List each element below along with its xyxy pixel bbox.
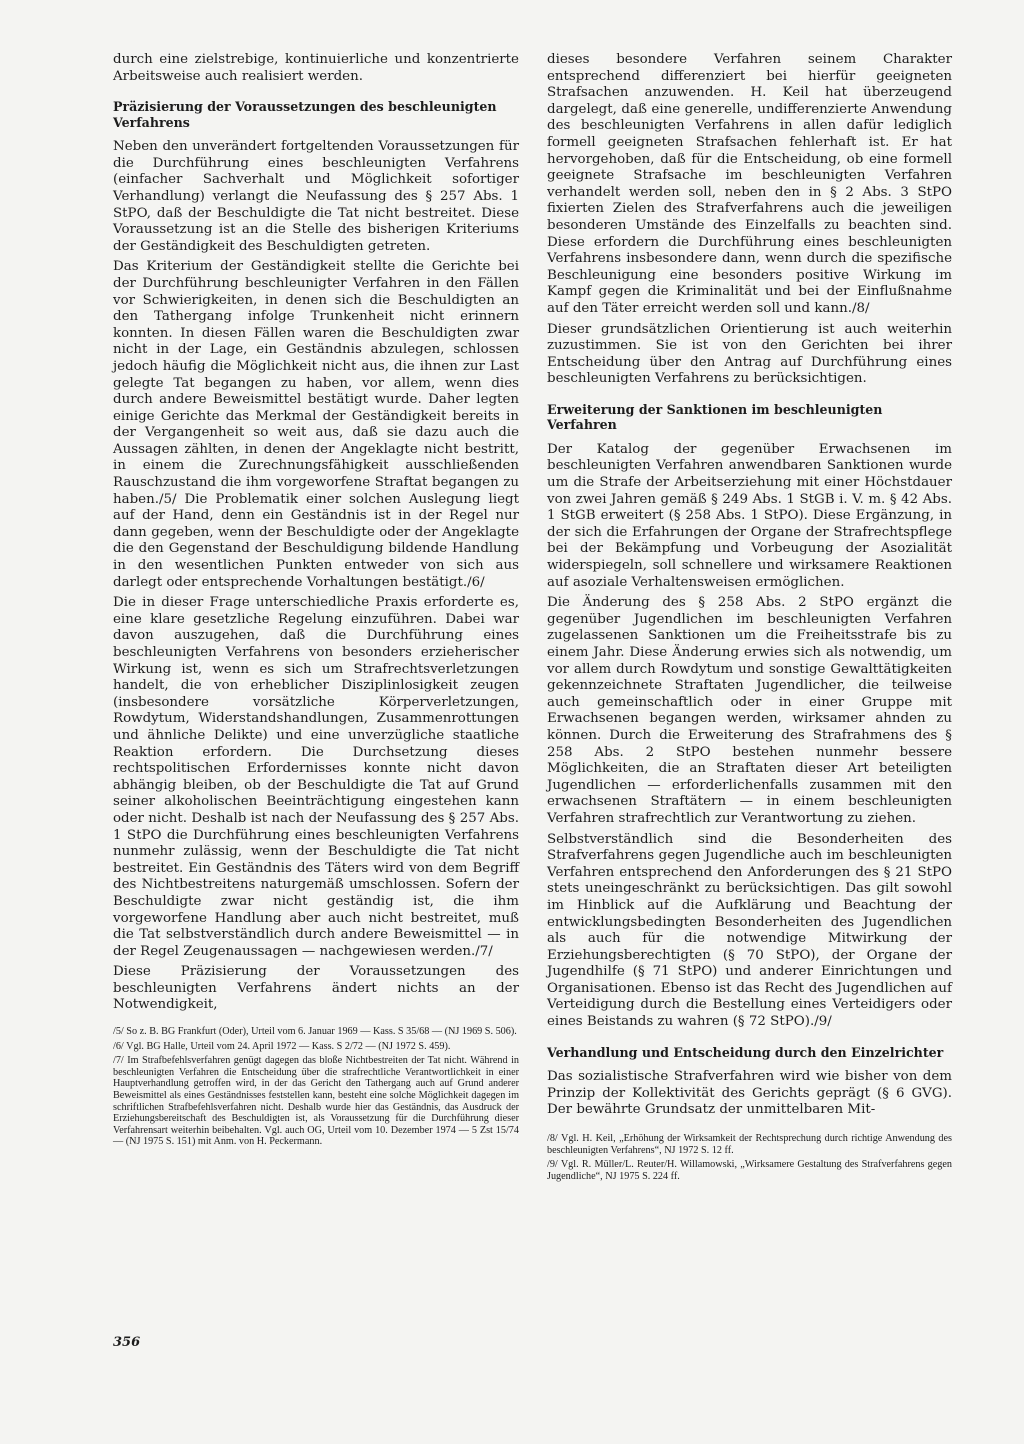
body-paragraph: Der Katalog der gegenüber Erwachsenen im beschleunigten Verfahren anwendbaren Sanktionen wurde um die Strafe der Arbeitserziehung mit einer Höchstdauer von zwei Jahren gemäß § 249 Abs. 1 StGB i. V. m. § 42 Abs. 1 StGB erweitert (§ 258 Abs. 1 StPO). Diese Ergänzung, in der sich die Erfahrungen der Organe der Strafrechtspflege bei der Bekämpfung und Vorbeugung der Asozialität widerspiegeln, soll schnellere und wirksamere Reaktionen auf asoziale Verhaltensweisen ermöglichen. bbox=[547, 441, 952, 590]
body-paragraph: Die Änderung des § 258 Abs. 2 StPO ergänzt die gegenüber Jugendlichen im beschleunigten Verfahren zugelassenen Sanktionen um die Freiheitsstrafe bis zu einem Jahr. Diese Änderung erwies sich als notwendig, um vor allem durch Rowdytum und sonstige Gewalttätigkeiten gekennzeichnete Straftaten Jugendlicher, die teilweise auch gemeinschaftlich oder in einer Gruppe mit Erwachsenen begangen werden, wirksamer ahnden zu können. Durch die Erweiterung des Strafrahmens des § 258 Abs. 2 StPO bestehen nunmehr bessere Möglichkeiten, die an Straftaten dieser Art beteiligten Jugendlichen — erforderlichenfalls zusammen mit den erwachsenen Straftätern — in einem beschleunigten Verfahren strafrechtlich zur Verantwortung zu ziehen. bbox=[547, 595, 952, 826]
section-heading: Präzisierung der Voraussetzungen des beschleunigten Verfahrens bbox=[113, 99, 497, 130]
section-heading: Erweiterung der Sanktionen im beschleunigten Verfahren bbox=[547, 401, 883, 433]
footnote: /9/ Vgl. R. Müller/L. Reuter/H. Willamowski, „Wirksamere Gestaltung des Strafverfahrens gegen Jugendliche“, NJ 1975 S. 224 ff. bbox=[547, 1159, 952, 1182]
page-number: 356 bbox=[113, 1335, 141, 1350]
body-paragraph: durch eine zielstrebige, kontinuierliche und konzentrierte Arbeitsweise auch realisiert werden. bbox=[113, 52, 519, 84]
section-heading: Verhandlung und Entscheidung durch den Einzelrichter bbox=[547, 1044, 944, 1060]
footnote: /6/ Vgl. BG Halle, Urteil vom 24. April 1972 — Kass. S 2/72 — (NJ 1972 S. 459). bbox=[113, 1040, 451, 1052]
footnotes bbox=[547, 1133, 952, 1182]
body-paragraph: Die in dieser Frage unterschiedliche Praxis erforderte es, eine klare gesetzliche Regelung einzuführen. Dabei war davon auszugehen, daß die Durchführung eines beschleunigten Verfahrens von besonders erzieherischer Wirkung ist, wenn es sich um Strafrechtsverletzungen handelt, die von erheblicher Disziplinlosigkeit zeugen (insbesondere vorsätzliche Körperverletzungen, Rowdytum, Widerstandshandlungen, Zusammenrottungen und ähnliche Delikte) und eine unverzügliche staatliche Reaktion erfordern. Die Durchsetzung dieses rechtspolitischen Erfordernisses konnte nicht davon abhängig bleiben, ob der Beschuldigte die Tat auf Grund seiner alkoholischen Beeinträchtigung eingestehen kann oder nicht. Deshalb ist nach der Neufassung des § 257 Abs. 1 StPO die Durchführung eines beschleunigten Verfahrens nunmehr zulässig, wenn der Beschuldigte die Tat nicht bestreitet. Ein Geständnis des Täters wird von dem Begriff des Nichtbestreitens naturgemäß umschlossen. Sofern der Beschuldigte zwar nicht geständig ist, die ihm vorgeworfene Handlung aber auch nicht bestreitet, muß die Tat selbstverständlich durch andere Beweismittel — in der Regel Zeugenaussagen — nachgewiesen werden./7/ bbox=[113, 595, 519, 959]
body-paragraph: Diese Präzisierung der Voraussetzungen des beschleunigten Verfahrens ändert nichts an der Notwendigkeit, bbox=[113, 964, 519, 1013]
left-column bbox=[113, 52, 519, 1151]
body-paragraph: Selbstverständlich sind die Besonderheiten des Strafverfahrens gegen Jugendliche auch im beschleunigten Verfahren entsprechend den Anforderungen des § 21 StPO stets uneingeschränkt zu berücksichtigen. Das gilt sowohl im Hinblick auf die Aufklärung und Beachtung der entwicklungsbedingten Besonderheiten des Jugendlichen als auch für die notwendige Mitwirkung der Erziehungsberechtigten (§ 70 StPO), der Organe der Jugendhilfe (§ 71 StPO) und anderer Einrichtungen und Organisationen. Ebenso ist das Recht des Jugendlichen auf Verteidigung durch die Bestellung eines Verteidigers oder eines Beistands zu wahren (§ 72 StPO)./9/ bbox=[547, 831, 952, 1030]
body-paragraph: Dieser grundsätzlichen Orientierung ist auch weiterhin zuzustimmen. Sie ist von den Gerichten bei ihrer Entscheidung über den Antrag auf Durchführung eines beschleunigten Verfahrens zu berücksichtigen. bbox=[547, 321, 952, 387]
footnote: /5/ So z. B. BG Frankfurt (Oder), Urteil vom 6. Januar 1969 — Kass. S 35/68 — (NJ 1969 S. 506). bbox=[113, 1026, 517, 1038]
body-paragraph: dieses besondere Verfahren seinem Charakter entsprechend differenziert bei hierfür geeigneten Strafsachen anzuwenden. H. Keil hat überzeugend dargelegt, daß eine generelle, undifferenzierte Anwendung des beschleunigten Verfahrens in allen dafür lediglich formell geeigneten Strafsachen fehlerhaft ist. Er hat hervorgehoben, daß für die Entscheidung, ob eine formell geeignete Strafsache im beschleunigten Verfahren verhandelt werden soll, neben den in § 2 Abs. 3 StPO fixierten Zielen des Strafverfahrens auch die jeweiligen besonderen Umstände des Einzelfalls zu beachten sind. Diese erfordern die Durchführung eines beschleunigten Verfahrens insbesondere dann, wenn durch die spezifische Beschleunigung eine besonders positive Wirkung im Kampf gegen die Kriminalität und bei der Einflußnahme auf den Täter erreicht werden soll und kann./8/ bbox=[547, 52, 952, 316]
body-paragraph: Neben den unverändert fortgeltenden Voraussetzungen für die Durchführung eines beschleunigten Verfahrens (einfacher Sachverhalt und Möglichkeit sofortiger Verhandlung) verlangt die Neufassung des § 257 Abs. 1 StPO, daß der Beschuldigte die Tat nicht bestreitet. Diese Voraussetzung ist an die Stelle des bisherigen Kriteriums der Geständigkeit des Beschuldigten getreten. bbox=[113, 139, 519, 254]
footnotes bbox=[113, 1026, 519, 1148]
body-paragraph: Das sozialistische Strafverfahren wird wie bisher von dem Prinzip der Kollektivität des Gerichts geprägt (§ 6 GVG). Der bewährte Grundsatz der unmittelbaren Mit- bbox=[547, 1069, 952, 1118]
footnote: /7/ Im Strafbefehlsverfahren genügt dagegen das bloße Nichtbestreiten der Tat nicht. Während in beschleunigten Verfahren die Entscheidung über die strafrechtliche Verantwortlichkeit in einer Hauptverhandlung getroffen wird, in der das Gericht den Tathergang auch auf Grund anderer Beweismittel als eines Geständnisses feststellen kann, besteht eine solche Möglichkeit dagegen im schriftlichen Strafbefehlsverfahren nicht. Deshalb wurde hier das Geständnis, das Ausdruck der Erziehungsbereitschaft des Beschuldigten ist, als Voraussetzung für die Durchführung dieser Verfahrensart weiterhin beibehalten. Vgl. auch OG, Urteil vom 10. Dezember 1974 — 5 Zst 15/74 — (NJ 1975 S. 151) mit Anm. von H. Peckermann. bbox=[113, 1055, 519, 1148]
body-paragraph: Das Kriterium der Geständigkeit stellte die Gerichte bei der Durchführung beschleunigter Verfahren in den Fällen vor Schwierigkeiten, in denen sich die Beschuldigten an den Tathergang infolge Trunkenheit nicht erinnern konnten. In diesen Fällen waren die Beschuldigten zwar nicht in der Lage, ein Geständnis abzulegen, schlossen jedoch häufig die Möglichkeit nicht aus, die ihnen zur Last gelegte Tat begangen zu haben, vor allem, wenn dies durch andere Beweismittel bestätigt wurde. Daher legten einige Gerichte das Merkmal der Geständigkeit bereits in der Vergangenheit so weit aus, daß sie dazu auch die Aussagen zählten, in denen der Angeklagte nicht bestritt, in einem die Zurechnungsfähigkeit ausschließenden Rauschzustand die ihm vorgeworfene Straftat begangen zu haben./5/ Die Problematik einer solchen Auslegung liegt auf der Hand, denn ein Geständnis ist in der Regel nur dann gegeben, wenn der Beschuldigte oder der Angeklagte die den Gegenstand der Beschuldigung bildende Handlung in den wesentlichen Punkten entweder von sich aus darlegt oder entsprechende Vorhaltungen bestätigt./6/ bbox=[113, 259, 519, 590]
right-column bbox=[547, 52, 952, 1185]
footnote: /8/ Vgl. H. Keil, „Erhöhung der Wirksamkeit der Rechtsprechung durch richtige Anwendung des beschleunigten Verfahrens“, NJ 1972 S. 12 ff. bbox=[547, 1132, 952, 1156]
